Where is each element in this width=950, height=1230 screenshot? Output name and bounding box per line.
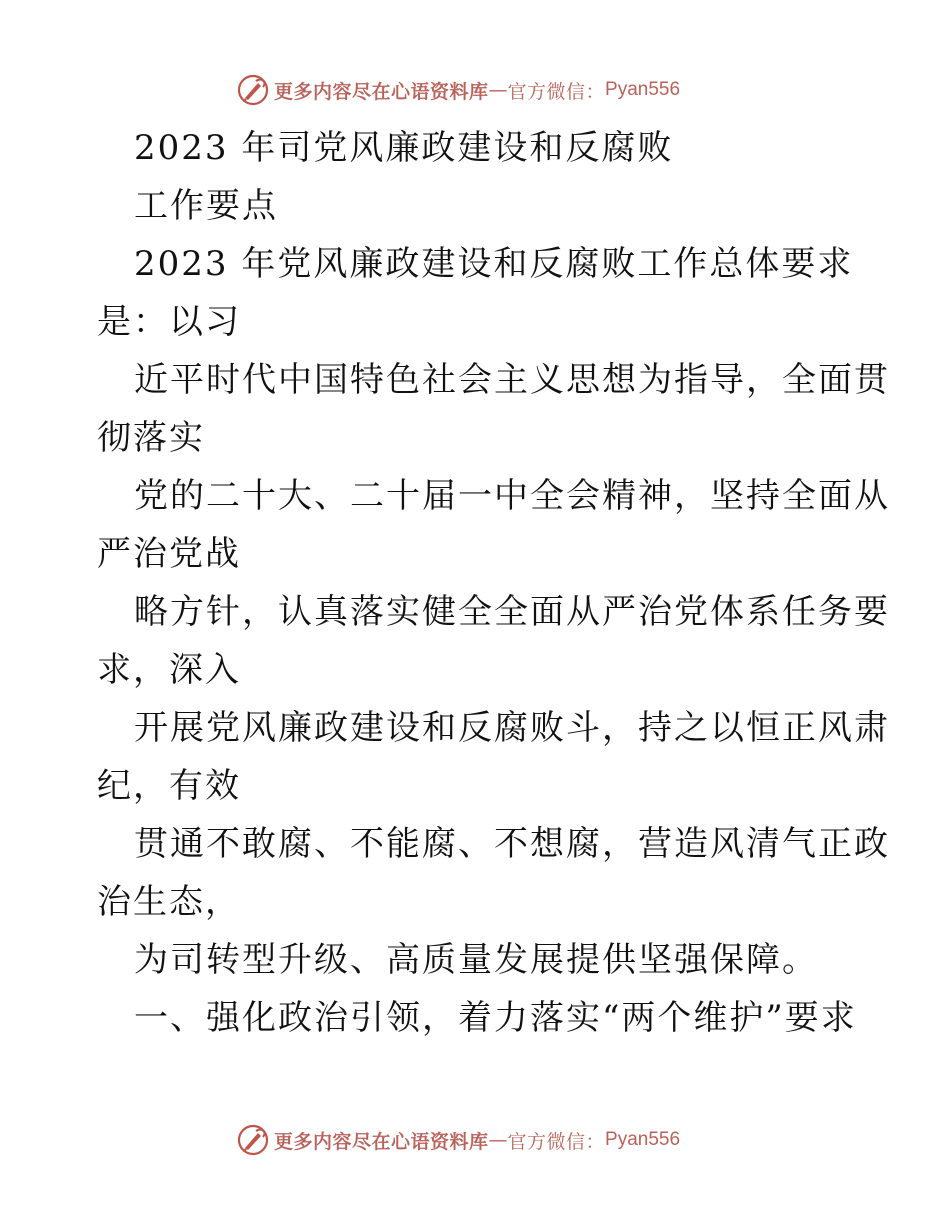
watermark-dash: — (488, 1129, 508, 1151)
doc-paragraph-line: 是：以习 (97, 302, 241, 342)
watermark-official-label: 官方微信： (507, 80, 606, 103)
doc-paragraph-line: 略方针，认真落实健全全面从严治党体系任务要 (134, 592, 890, 632)
footer-watermark (236, 1122, 680, 1158)
watermark-wechat-id: Pyan556 (605, 79, 681, 100)
doc-paragraph-line: 为司转型升级、高质量发展提供坚强保障。 (134, 940, 818, 980)
pen-logo-icon (236, 73, 270, 107)
watermark-official-label: 官方微信： (507, 1130, 606, 1153)
doc-paragraph-line: 纪，有效 (97, 766, 241, 806)
watermark-main-text: 更多内容尽在心语资料库 (274, 80, 489, 103)
doc-paragraph-line: 贯通不敢腐、不能腐、不想腐，营造风清气正政 (134, 824, 890, 864)
doc-paragraph-line: 近平时代中国特色社会主义思想为指导，全面贯 (134, 360, 890, 400)
doc-paragraph-line: 彻落实 (97, 418, 205, 458)
doc-paragraph-line: 求，深入 (97, 650, 241, 690)
doc-paragraph-line: 党的二十大、二十届一中全会精神，坚持全面从 (134, 476, 890, 516)
doc-paragraph-line: 2023 年党风廉政建设和反腐败工作总体要求 (134, 244, 854, 284)
header-watermark (236, 72, 680, 108)
doc-paragraph-line: 严治党战 (97, 534, 241, 574)
doc-section-heading: 一、强化政治引领，着力落实“两个维护”要求 (134, 998, 857, 1038)
watermark-main-text: 更多内容尽在心语资料库 (274, 1130, 489, 1153)
pen-logo-icon (236, 1123, 270, 1157)
doc-paragraph-line: 开展党风廉政建设和反腐败斗，持之以恒正风肃 (134, 708, 890, 748)
doc-paragraph-line: 治生态， (97, 882, 241, 922)
doc-title-line-2: 工作要点 (134, 186, 278, 226)
doc-title-line-1: 2023 年司党风廉政建设和反腐败 (134, 128, 674, 168)
watermark-dash: — (488, 79, 508, 101)
watermark-wechat-id: Pyan556 (605, 1129, 681, 1150)
